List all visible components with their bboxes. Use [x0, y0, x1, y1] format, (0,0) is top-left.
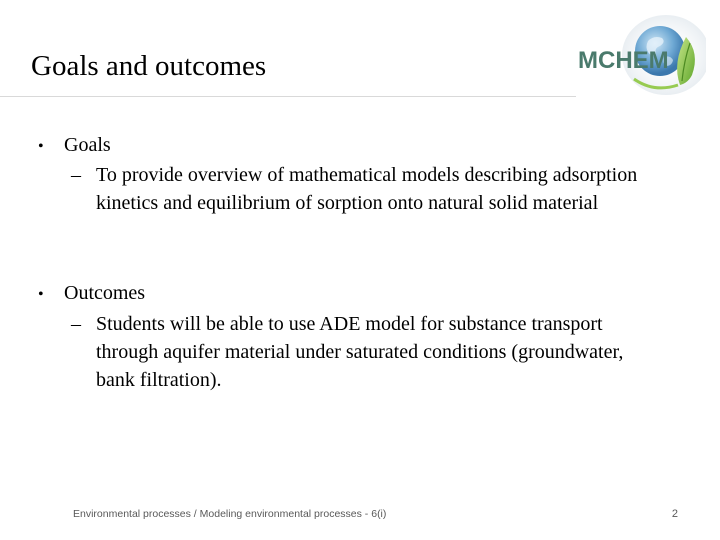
- bullet-label: Outcomes: [64, 282, 146, 304]
- mchem-logo: [576, 15, 706, 97]
- slide-title: Goals and outcomes: [31, 50, 267, 82]
- bullet-label: Goals: [64, 134, 111, 156]
- bullet-marker: •: [38, 138, 44, 155]
- title-divider: [0, 96, 590, 97]
- logo-text: MCHEM: [578, 47, 669, 74]
- sub-bullet-text: Students will be able to use ADE model for substance transport through aquifer material under saturated conditions (groundwater, bank filtration).: [96, 313, 624, 391]
- slide-footer: Environmental processes / Modeling environmental processes - 6(i): [73, 508, 387, 520]
- sub-bullet-text: To provide overview of mathematical models describing adsorption kinetics and equilibrium of sorption onto natural solid material: [96, 164, 638, 214]
- sub-bullet-marker: –: [71, 164, 81, 186]
- bullet-marker: •: [38, 286, 44, 303]
- page-number: 2: [671, 508, 678, 520]
- sub-bullet-marker: –: [71, 313, 81, 335]
